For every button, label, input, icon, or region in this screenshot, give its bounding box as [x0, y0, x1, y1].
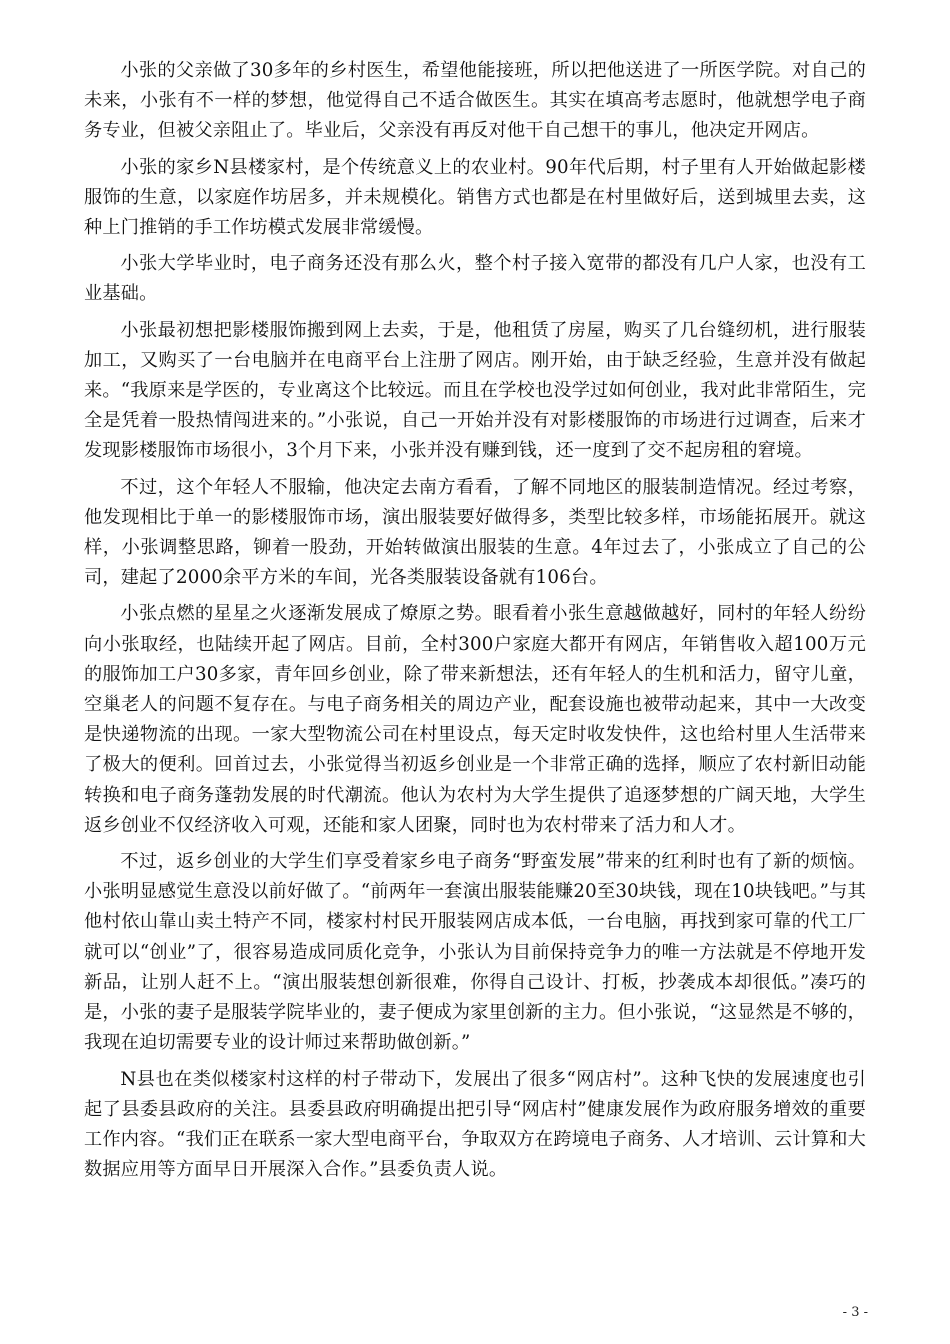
page-number: - 3 - [842, 1305, 868, 1320]
paragraph-3: 小张大学毕业时，电子商务还没有那么火，整个村子接入宽带的都没有几户人家，也没有工业基础。 [84, 253, 866, 305]
paragraph-5: 不过，这个年轻人不服输，他决定去南方看看，了解不同地区的服装制造情况。经过考察，他发现相比于单一的影楼服饰市场，演出服装要好做得多，类型比较多样，市场能拓展开。就这样，小张调整思路，铆着一股劲，开始转做演出服装的生意。4年过去了，小张成立了自己的公司，建起了2000余平方米的车间，光各类服装设备就有106台。 [84, 476, 866, 589]
paragraph-6: 小张点燃的星星之火逐渐发展成了燎原之势。眼看着小张生意越做越好，同村的年轻人纷纷向小张取经，也陆续开起了网店。目前，全村300户家庭大都开有网店，年销售收入超100万元的服饰加工户30多家，青年回乡创业，除了带来新想法，还有年轻人的生机和活力，留守儿童，空巢老人的问题不复存在。与电子商务相关的周边产业，配套设施也被带动起来，其中一大改变是快递物流的出现。一家大型物流公司在村里设点，每天定时收发快件，这也给村里人生活带来了极大的便利。回首过去，小张觉得当初返乡创业是一个非常正确的选择，顺应了农村新旧动能转换和电子商务蓬勃发展的时代潮流。他认为农村为大学生提供了追逐梦想的广阔天地，大学生返乡创业不仅经济收入可观，还能和家人团聚，同时也为农村带来了活力和人才。 [84, 603, 866, 836]
paragraph-1: 小张的父亲做了30多年的乡村医生，希望他能接班，所以把他送进了一所医学院。对自己的未来，小张有不一样的梦想，他觉得自己不适合做医生。其实在填高考志愿时，他就想学电子商务专业，但被父亲阻止了。毕业后，父亲没有再反对他干自己想干的事儿，他决定开网店。 [84, 60, 866, 142]
document-body [84, 56, 866, 1191]
paragraph-7: 不过，返乡创业的大学生们享受着家乡电子商务“野蛮发展”带来的红利时也有了新的烦恼。小张明显感觉生意没以前好做了。“前两年一套演出服装能赚20至30块钱，现在10块钱吧。”与其他村依山靠山卖土特产不同，楼家村村民开服装网店成本低，一台电脑，再找到家可靠的代工厂就可以“创业”了，很容易造成同质化竞争，小张认为目前保持竞争力的唯一方法就是不停地开发新品，让别人赶不上。“演出服装想创新很难，你得自己设计、打板，抄袭成本却很低。”凑巧的是，小张的妻子是服装学院毕业的，妻子便成为家里创新的主力。但小张说，“这显然是不够的，我现在迫切需要专业的设计师过来帮助做创新。” [84, 851, 866, 1054]
paragraph-2: 小张的家乡N县楼家村，是个传统意义上的农业村。90年代后期，村子里有人开始做起影楼服饰的生意，以家庭作坊居多，并未规模化。销售方式也都是在村里做好后，送到城里去卖，这种上门推销的手工作坊模式发展非常缓慢。 [84, 156, 866, 239]
paragraph-8: N县也在类似楼家村这样的村子带动下，发展出了很多“网店村”。这种飞快的发展速度也引起了县委县政府的关注。县委县政府明确提出把引导“网店村”健康发展作为政府服务增效的重要工作内容。“我们正在联系一家大型电商平台，争取双方在跨境电子商务、人才培训、云计算和大数据应用等方面早日开展深入合作。”县委负责人说。 [84, 1068, 866, 1181]
paragraph-4: 小张最初想把影楼服饰搬到网上去卖，于是，他租赁了房屋，购买了几台缝纫机，进行服装加工，又购买了一台电脑并在电商平台上注册了网店。刚开始，由于缺乏经验，生意并没有做起来。“我原来是学医的，专业离这个比较远。而且在学校也没学过如何创业，我对此非常陌生，完全是凭着一股热情闯进来的。”小张说，自己一开始并没有对影楼服饰的市场进行过调查，后来才发现影楼服饰市场很小，3个月下来，小张并没有赚到钱，还一度到了交不起房租的窘境。 [84, 319, 866, 462]
